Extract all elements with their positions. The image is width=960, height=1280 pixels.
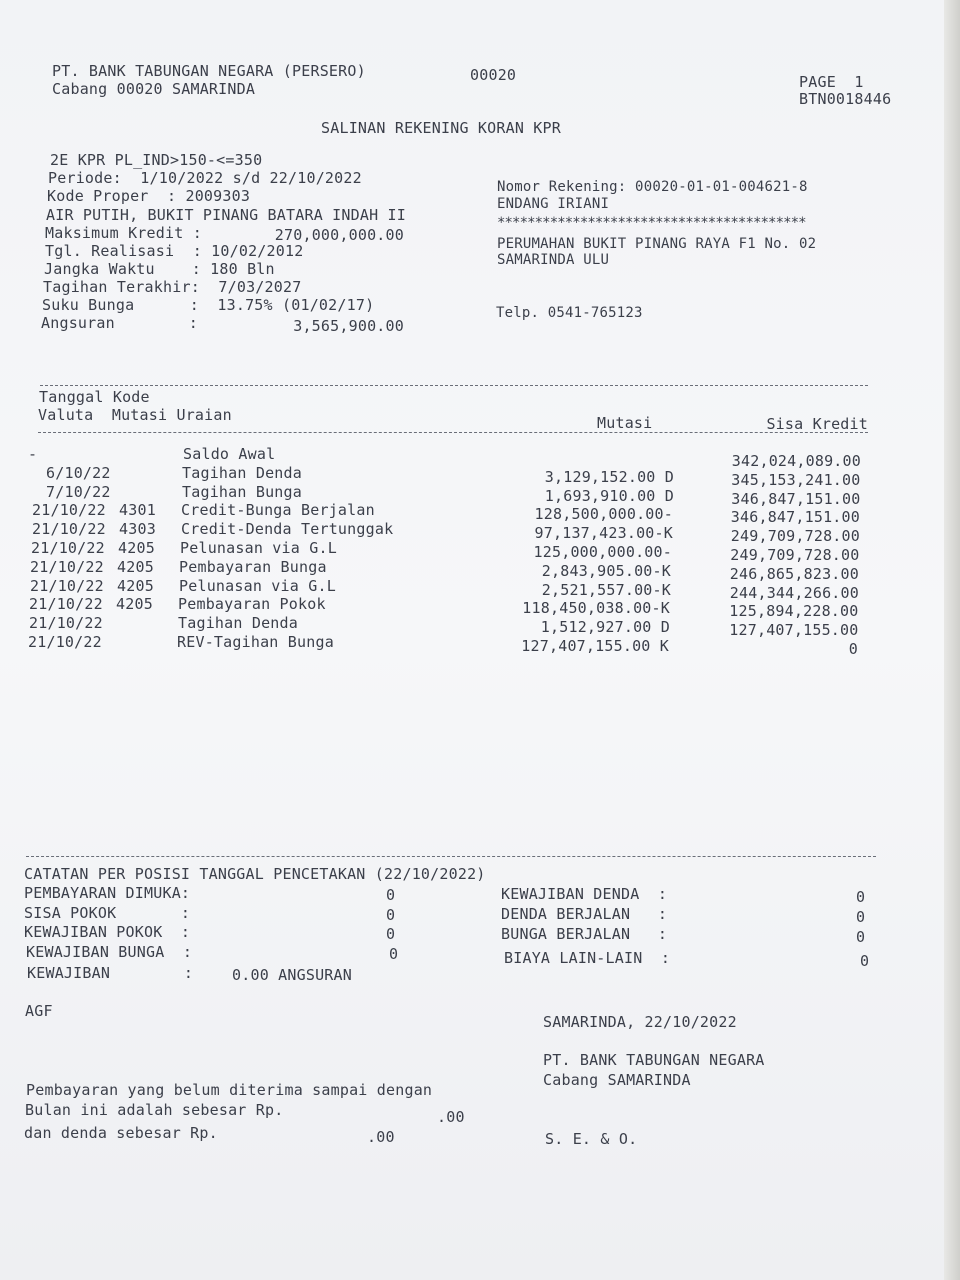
column-header-tanggal-kode: Tanggal Kode <box>39 388 150 406</box>
customer-address-line2: SAMARINDA ULU <box>497 252 610 268</box>
paper-edge <box>944 0 960 1280</box>
unpaid-amount: .00 <box>437 1108 465 1126</box>
notes-left-label: PEMBAYARAN DIMUKA: <box>24 884 191 902</box>
document-title: SALINAN REKENING KORAN KPR <box>321 119 561 137</box>
row-sisa-kredit: 125,894,228.00 <box>729 602 859 620</box>
loan-angsuran-label: Angsuran : <box>41 314 198 332</box>
row-kode: 4205 <box>116 595 153 613</box>
row-kode: 4205 <box>118 539 155 557</box>
operator-code: AGF <box>25 1002 53 1020</box>
separator-stars: ***************************************** <box>497 215 806 231</box>
row-mutasi: 1,512,927.00 D <box>540 618 670 636</box>
notes-right-label: DENDA BERJALAN : <box>501 905 668 923</box>
row-tanggal: 21/10/22 <box>31 539 105 557</box>
row-uraian: Tagihan Bunga <box>182 483 302 501</box>
row-sisa-kredit: 246,865,823.00 <box>729 565 859 583</box>
unpaid-message-line1: Pembayaran yang belum diterima sampai dengan <box>26 1081 433 1099</box>
row-sisa-kredit: 249,709,728.00 <box>730 527 860 545</box>
customer-name: ENDANG IRIANI <box>497 196 610 212</box>
customer-address-line1: PERUMAHAN BUKIT PINANG RAYA F1 No. 02 <box>497 236 817 252</box>
column-header-sisa-kredit: Sisa Kredit <box>766 415 868 433</box>
unpaid-message-line3: dan denda sebesar Rp. <box>24 1124 218 1142</box>
row-tanggal: 21/10/22 <box>30 558 104 576</box>
signature-bank-name: PT. BANK TABUNGAN NEGARA <box>543 1051 765 1069</box>
column-header-mutasi: Mutasi <box>597 414 653 432</box>
row-uraian: Tagihan Denda <box>178 614 298 632</box>
notes-left-label: SISA POKOK : <box>24 903 191 922</box>
loan-angsuran-value: 3,565,900.00 <box>293 317 404 335</box>
row-sisa-kredit: 345,153,241.00 <box>731 471 861 489</box>
notes-left-value: 0 <box>386 905 396 924</box>
row-uraian: Pembayaran Bunga <box>179 558 327 576</box>
row-kode: 4205 <box>117 577 154 595</box>
loan-suku-bunga: Suku Bunga : 13.75% (01/02/17) <box>42 296 375 314</box>
notes-left-label: KEWAJIBAN POKOK : <box>24 923 191 941</box>
table-top-rule <box>40 385 868 386</box>
column-header-valuta-mutasi-uraian: Valuta Mutasi Uraian <box>38 406 232 424</box>
unpaid-penalty-amount: .00 <box>367 1128 395 1146</box>
row-uraian: Pelunasan via G.L <box>180 539 337 557</box>
loan-project: AIR PUTIH, BUKIT PINANG BATARA INDAH II <box>46 206 406 224</box>
account-number: Nomor Rekening: 00020-01-01-004621-8 <box>497 179 808 195</box>
row-mutasi: 97,137,423.00-K <box>534 524 673 542</box>
row-tanggal: 21/10/22 <box>30 577 104 595</box>
loan-kode-proper: Kode Proper : 2009303 <box>47 187 251 205</box>
notes-title: CATATAN PER POSISI TANGGAL PENCETAKAN (22/10/2022) <box>24 865 486 883</box>
row-sisa-kredit: 127,407,155.00 <box>729 621 859 639</box>
bank-name: PT. BANK TABUNGAN NEGARA (PERSERO) <box>52 62 366 80</box>
row-uraian: Credit-Bunga Berjalan <box>181 501 375 519</box>
row-sisa-kredit: 346,847,151.00 <box>730 508 860 526</box>
row-sisa-kredit: 0 <box>848 640 858 658</box>
row-mutasi: 2,521,557.00-K <box>541 581 671 599</box>
row-kode: 4301 <box>119 501 156 519</box>
loan-product: 2E KPR PL_IND>150-<=350 <box>50 151 263 169</box>
loan-maksimum-label: Maksimum Kredit : <box>45 224 202 242</box>
row-uraian: Pelunasan via G.L <box>179 577 336 595</box>
row-mutasi: 118,450,038.00-K <box>522 599 670 617</box>
notes-right-value: 0 <box>856 888 866 906</box>
row-tanggal: 21/10/22 <box>32 520 106 538</box>
row-tanggal: 21/10/22 <box>29 614 103 632</box>
notes-right-label: BIAYA LAIN-LAIN : <box>504 949 671 967</box>
row-mutasi: 127,407,155.00 K <box>521 637 669 655</box>
loan-periode: Periode: 1/10/2022 s/d 22/10/2022 <box>48 169 362 187</box>
row-kode: 4303 <box>119 520 156 538</box>
document-code: BTN0018446 <box>799 90 892 108</box>
notes-right-value: 0 <box>860 952 870 970</box>
row-sisa-kredit: 244,344,266.00 <box>729 584 859 602</box>
table-header-rule <box>38 432 868 433</box>
notes-left-value: 0 <box>386 925 396 943</box>
branch-name: Cabang 00020 SAMARINDA <box>52 80 256 98</box>
loan-tagihan-terakhir: Tagihan Terakhir: 7/03/2027 <box>43 278 302 296</box>
row-uraian: Pembayaran Pokok <box>178 595 326 613</box>
row-tanggal: 7/10/22 <box>46 483 111 501</box>
row-tanggal: 21/10/22 <box>32 501 106 519</box>
loan-jangka-waktu: Jangka Waktu : 180 Bln <box>44 260 275 278</box>
loan-maksimum-value: 270,000,000.00 <box>274 226 404 244</box>
notes-kewajiban-label: KEWAJIBAN : <box>27 964 194 982</box>
notes-right-label: KEWAJIBAN DENDA : <box>501 885 668 903</box>
row-sisa-kredit: 346,847,151.00 <box>731 490 861 508</box>
row-tanggal: 21/10/22 <box>29 595 103 613</box>
notes-right-label: BUNGA BERJALAN : <box>501 925 668 943</box>
errors-omissions-note: S. E. & O. <box>545 1130 638 1148</box>
row-mutasi: 2,843,905.00-K <box>541 562 671 580</box>
unpaid-message-line2: Bulan ini adalah sebesar Rp. <box>25 1101 284 1119</box>
notes-kewajiban-value: 0.00 ANGSURAN <box>232 966 352 984</box>
row-mutasi: 1,693,910.00 D <box>544 487 674 505</box>
notes-right-value: 0 <box>856 928 866 946</box>
notes-left-label: KEWAJIBAN BUNGA : <box>26 942 193 961</box>
row-uraian: Credit-Denda Tertunggak <box>181 520 394 538</box>
customer-telephone: Telp. 0541-765123 <box>496 305 643 321</box>
notes-right-value: 0 <box>856 908 866 926</box>
notes-left-value: 0 <box>386 886 396 904</box>
row-tanggal: 6/10/22 <box>46 464 111 482</box>
row-uraian: Tagihan Denda <box>182 464 302 482</box>
notes-left-value: 0 <box>389 944 399 963</box>
row-uraian: REV-Tagihan Bunga <box>177 633 334 651</box>
row-uraian: Saldo Awal <box>183 445 276 463</box>
signature-branch: Cabang SAMARINDA <box>543 1071 691 1089</box>
row-mutasi: 3,129,152.00 D <box>544 468 674 486</box>
notes-top-rule <box>26 856 876 857</box>
branch-code: 00020 <box>470 66 517 84</box>
row-kode: 4205 <box>117 558 154 576</box>
row-sisa-kredit: 249,709,728.00 <box>730 546 860 564</box>
row-sisa-kredit: 342,024,089.00 <box>731 452 861 470</box>
row-mutasi: 125,000,000.00- <box>533 543 672 561</box>
place-and-date: SAMARINDA, 22/10/2022 <box>543 1013 737 1031</box>
row-mutasi: 128,500,000.00- <box>534 505 673 523</box>
row-tanggal: - <box>28 445 38 463</box>
page-number: PAGE 1 <box>799 73 864 91</box>
row-tanggal: 21/10/22 <box>28 633 102 651</box>
loan-tgl-realisasi: Tgl. Realisasi : 10/02/2012 <box>45 242 304 260</box>
